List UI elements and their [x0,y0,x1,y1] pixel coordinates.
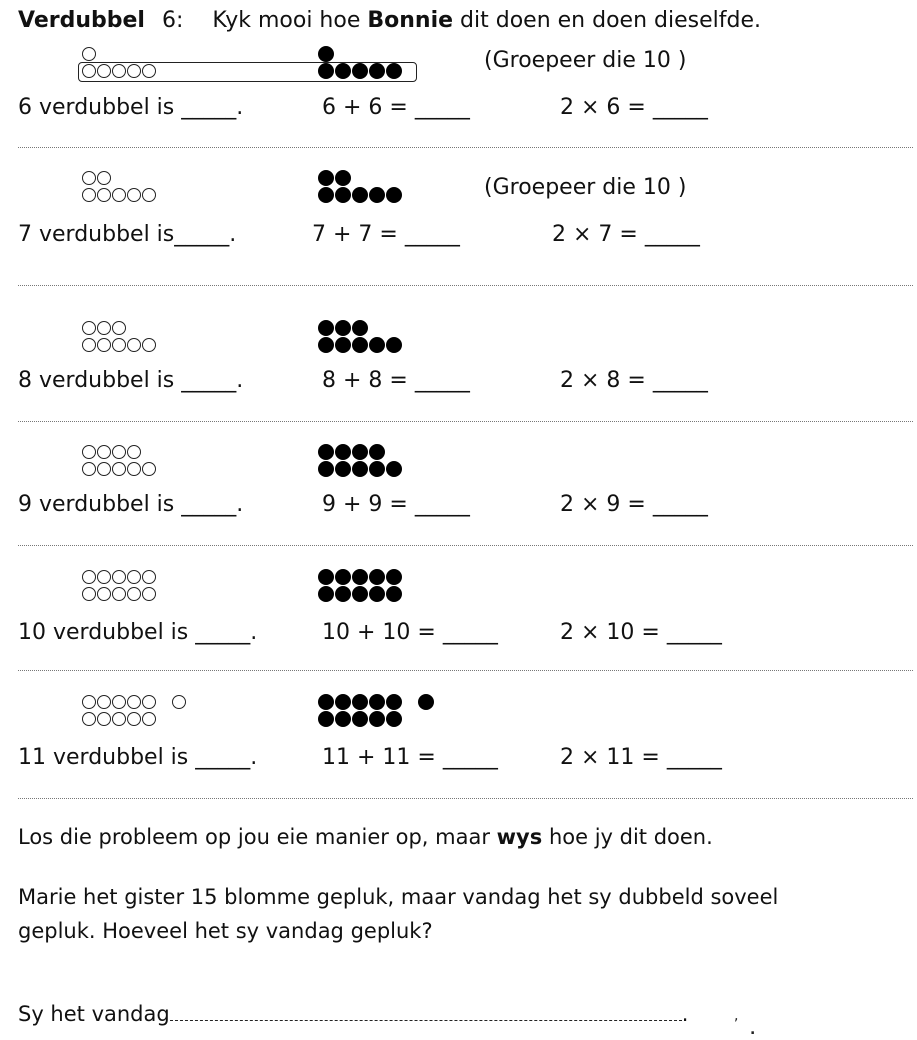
hollow-counter [97,570,111,584]
filled-counter [386,586,402,602]
hollow-counter [82,171,96,185]
filled-counters-7 [318,170,402,203]
addition-sentence-6: 6 + 6 = _____ [322,95,470,120]
filled-counter [335,461,351,477]
exercise-number: 6: [161,8,184,33]
filled-counter [318,461,334,477]
dotted-separator [18,147,913,148]
hollow-counter [142,695,156,709]
answer-label: Sy het vandag [18,1002,170,1026]
addition-sentence-10: 10 + 10 = _____ [322,620,498,645]
hollow-counter [82,321,96,335]
stray-pencil-mark: , [734,1008,739,1024]
hollow-counter [82,338,96,352]
worksheet-title: Verdubbel [18,8,145,33]
filled-counter [318,586,334,602]
hollow-counter [97,321,111,335]
hollow-counter [82,570,96,584]
hollow-counters-8 [82,320,156,353]
filled-counter [352,320,368,336]
dotted-separator [18,545,913,546]
filled-counter [352,569,368,585]
multiplication-sentence-6: 2 × 6 = _____ [560,95,708,120]
filled-counter [335,569,351,585]
filled-counters-8 [318,320,402,353]
instruction-text [18,820,713,854]
filled-counter [352,694,368,710]
doubling-statement-10: 10 verdubbel is _____. [18,620,258,645]
filled-counters-10 [318,569,402,602]
filled-counter [418,694,434,710]
hollow-counter [97,695,111,709]
filled-counter [335,337,351,353]
hollow-counter [127,570,141,584]
worksheet-header [18,8,761,33]
hollow-counter [127,712,141,726]
header-instruction-post: dit doen en doen dieselfde. [460,8,761,33]
filled-counter [318,694,334,710]
addition-sentence-8: 8 + 8 = _____ [322,368,470,393]
header-name: Bonnie [367,8,454,33]
filled-counter [318,337,334,353]
filled-counters-11 [318,694,434,727]
dotted-separator [18,285,913,286]
dotted-separator [18,670,913,671]
filled-counter [352,187,368,203]
multiplication-sentence-9: 2 × 9 = _____ [560,492,708,517]
hollow-counter [112,587,126,601]
filled-counter [369,444,385,460]
answer-line [18,997,688,1031]
filled-counter [369,461,385,477]
filled-counter [386,711,402,727]
hollow-counter [142,188,156,202]
word-problem-line-1: Marie het gister 15 blomme gepluk, maar vandag het sy dubbeld soveel [18,885,779,909]
hollow-counter [172,695,186,709]
doubling-statement-7: 7 verdubbel is_____. [18,222,237,247]
filled-counter [352,337,368,353]
filled-counter [352,461,368,477]
instruction-emphasis: wys [496,825,543,849]
hollow-counter [82,587,96,601]
dotted-separator [18,798,913,799]
word-problem-line-2: gepluk. Hoeveel het sy vandag gepluk? [18,919,433,943]
hollow-counter [112,712,126,726]
hollow-counter [97,712,111,726]
hollow-counter [127,587,141,601]
hollow-counter [127,695,141,709]
filled-counter [386,569,402,585]
doubling-statement-11: 11 verdubbel is _____. [18,745,258,770]
hollow-counters-10 [82,569,156,602]
filled-counter [335,586,351,602]
filled-counter [386,187,402,203]
filled-counter [318,444,334,460]
dotted-separator [18,421,913,422]
filled-counter [318,711,334,727]
hollow-counter [127,338,141,352]
doubling-statement-9: 9 verdubbel is _____. [18,492,244,517]
filled-counter [352,444,368,460]
header-instruction-pre: Kyk mooi hoe [212,8,361,33]
filled-counter [369,694,385,710]
hollow-counter [112,570,126,584]
hollow-counters-9 [82,444,156,477]
filled-counter [335,444,351,460]
group-ten-frame [78,62,417,82]
doubling-statement-6: 6 verdubbel is _____. [18,95,244,120]
filled-counter [369,586,385,602]
filled-counter [352,711,368,727]
multiplication-sentence-7: 2 × 7 = _____ [552,222,700,247]
hollow-counter [97,188,111,202]
filled-counter [335,320,351,336]
hollow-counter [142,338,156,352]
hollow-counter [82,462,96,476]
hollow-counters-11 [82,694,186,727]
hollow-counter [97,462,111,476]
filled-counter [318,569,334,585]
multiplication-sentence-10: 2 × 10 = _____ [560,620,722,645]
hollow-counter [112,338,126,352]
hollow-counter [142,587,156,601]
multiplication-sentence-8: 2 × 8 = _____ [560,368,708,393]
hollow-counter [97,171,111,185]
filled-counter [352,586,368,602]
filled-counter [335,694,351,710]
hollow-counter [82,47,96,61]
filled-counter [369,337,385,353]
instruction-pre: Los die probleem op jou eie manier op, maar [18,825,490,849]
hollow-counters-7 [82,170,156,203]
instruction-post: hoe jy dit doen. [548,825,713,849]
hollow-counter [112,462,126,476]
filled-counter [335,711,351,727]
filled-counter [318,170,334,186]
filled-counter [386,337,402,353]
multiplication-sentence-11: 2 × 11 = _____ [560,745,722,770]
group-note-7: (Groepeer die 10 ) [484,175,687,200]
hollow-counter [112,188,126,202]
filled-counter [318,320,334,336]
filled-counter [386,461,402,477]
hollow-counter [82,712,96,726]
filled-counter [318,187,334,203]
answer-blank[interactable] [170,1002,682,1021]
hollow-counter [82,445,96,459]
hollow-counter [112,445,126,459]
hollow-counter [112,321,126,335]
hollow-counter [97,445,111,459]
filled-counter [386,694,402,710]
filled-counter [369,711,385,727]
hollow-counter [142,712,156,726]
filled-counter [369,569,385,585]
filled-counters-9 [318,444,402,477]
hollow-counter [127,462,141,476]
hollow-counter [127,188,141,202]
addition-sentence-7: 7 + 7 = _____ [312,222,460,247]
stray-pencil-dot: . [750,1022,756,1038]
filled-counter [335,170,351,186]
hollow-counter [97,587,111,601]
hollow-counter [82,695,96,709]
filled-counter [369,187,385,203]
answer-end: . [681,1002,689,1026]
hollow-counter [97,338,111,352]
hollow-counter [127,445,141,459]
hollow-counter [112,695,126,709]
group-note-6: (Groepeer die 10 ) [484,48,687,73]
doubling-statement-8: 8 verdubbel is _____. [18,368,244,393]
hollow-counter [82,188,96,202]
hollow-counter [142,462,156,476]
filled-counter [335,187,351,203]
hollow-counter [142,570,156,584]
addition-sentence-9: 9 + 9 = _____ [322,492,470,517]
filled-counter [318,46,334,62]
addition-sentence-11: 11 + 11 = _____ [322,745,498,770]
